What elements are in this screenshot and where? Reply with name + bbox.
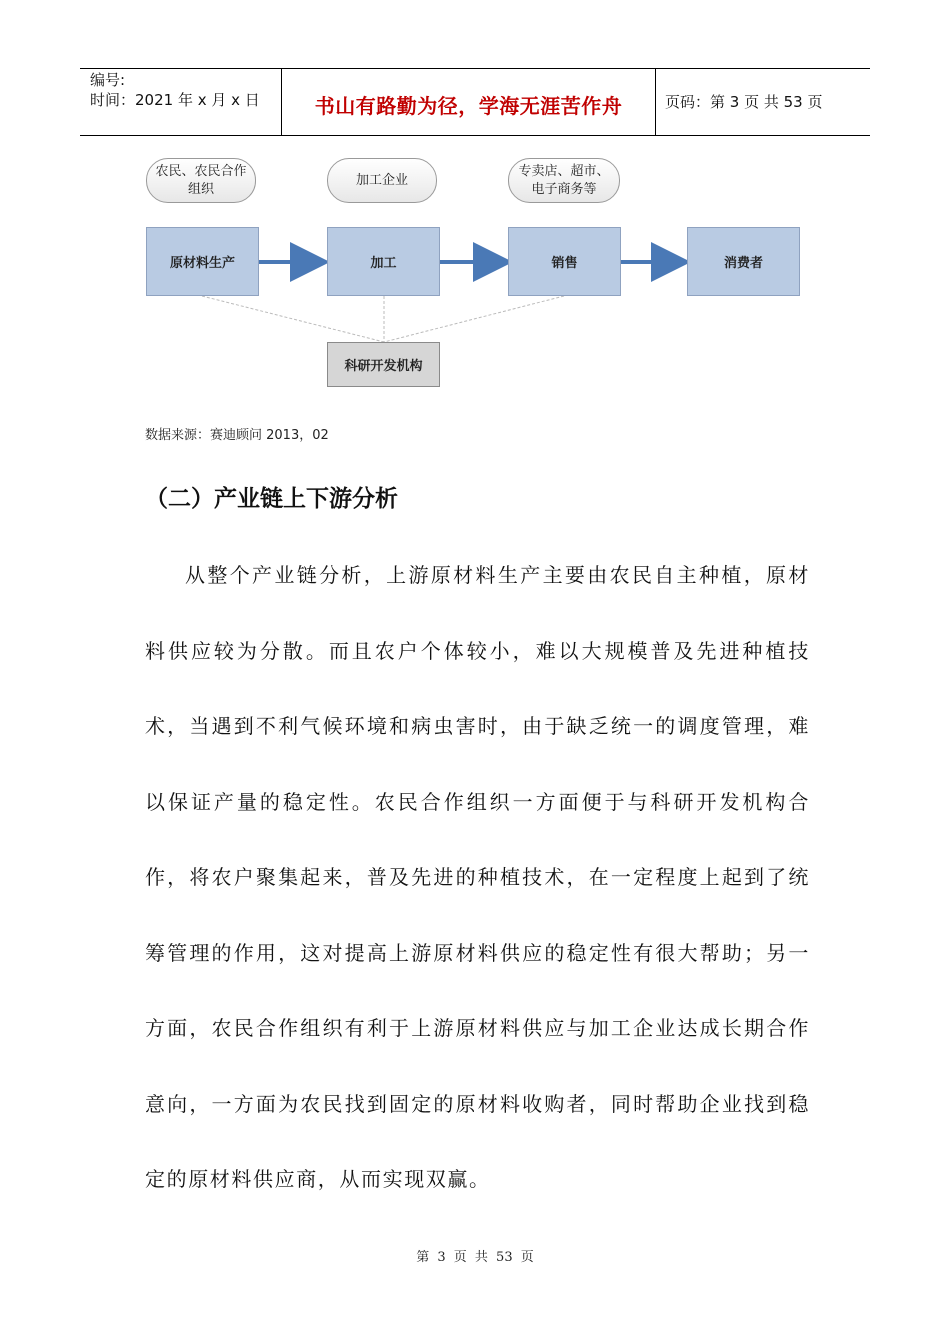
tag-processing-enterprise: 加工企业 (327, 158, 437, 203)
tag-farmers: 农民、农民合作 组织 (146, 158, 256, 203)
link-right (384, 296, 564, 342)
body-paragraph: 从整个产业链分析，上游原材料生产主要由农民自主种植，原材料供应较为分散。而且农户个体较小，难以大规模普及先进种植技术，当遇到不利气候环境和病虫害时，由于缺乏统一的调度管理，难以保证产量的稳定性。农民合作组织一方面便于与科研开发机构合作，将农户聚集起来，普及先进的种植技术，在一定程度上起到了统筹管理的作用，这对提高上游原材料供应的稳定性有很大帮助；另一方面，农民合作组织有利于上游原材料供应与加工企业达成长期合作意向，一方面为农民找到固定的原材料收购者，同时帮助企业找到稳定的原材料供应商，从而实现双赢。 (145, 563, 810, 1191)
stage-consumer: 消费者 (687, 227, 800, 296)
research-institution: 科研开发机构 (327, 342, 440, 387)
stage-raw-material: 原材料生产 (146, 227, 259, 296)
stage-sales: 销售 (508, 227, 621, 296)
section-title: （二）产业链上下游分析 (145, 486, 398, 512)
doc-date-label: 时间：2021 年 x 月 x 日 (90, 91, 260, 109)
page-footer: 第 3 页 共 53 页 (416, 1250, 534, 1265)
diagram-connectors (0, 0, 950, 400)
data-source-note: 数据来源：赛迪顾问 2013，02 (145, 428, 329, 443)
tag-retail: 专卖店、超市、 电子商务等 (508, 158, 620, 203)
stage-processing: 加工 (327, 227, 440, 296)
industry-chain-diagram (0, 0, 950, 400)
header-page-label: 页码：第 3 页 共 53 页 (665, 93, 823, 111)
doc-number-label: 编号: (90, 71, 126, 89)
header-motto: 书山有路勤为径，学海无涯苦作舟 (314, 94, 623, 118)
link-left (202, 296, 384, 342)
